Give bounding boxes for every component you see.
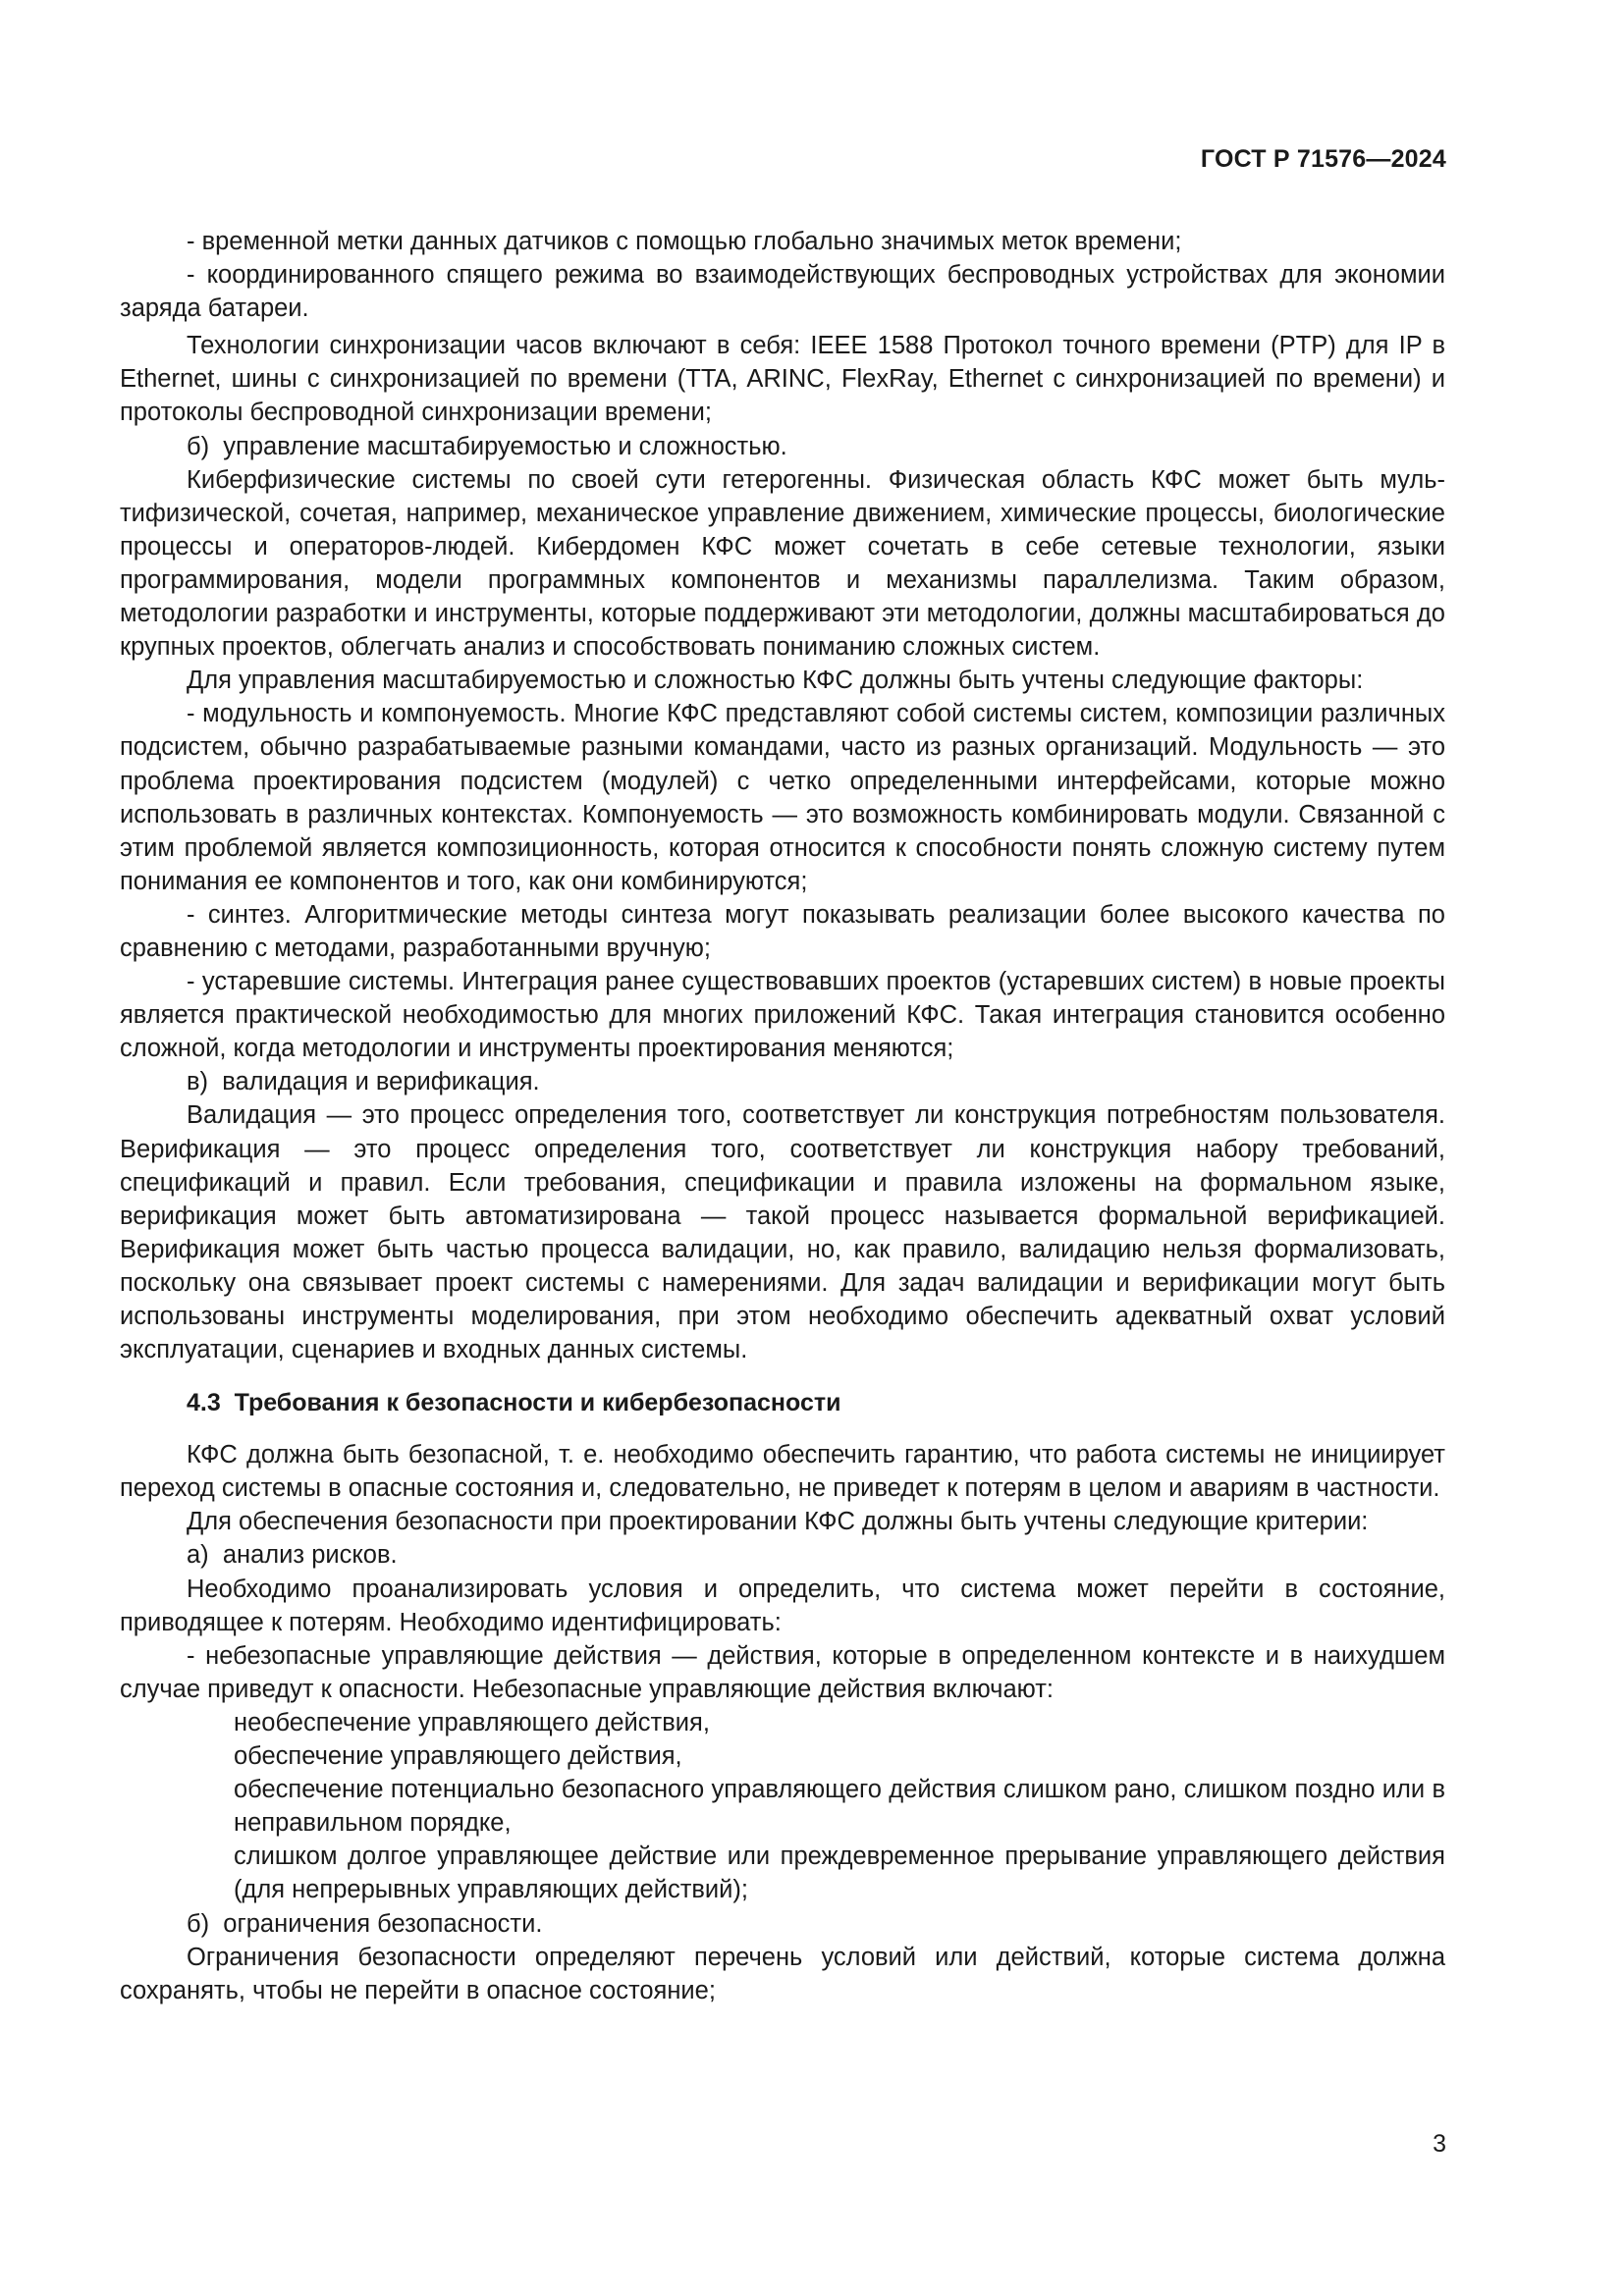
list-item: б) управление масштабируемостью и сложностью. (187, 432, 787, 460)
paragraph: - устаревшие системы. Интеграция ранее существовавших проектов (устаревших систем) в новые проекты является практической необходимостью для многих приложений КФС. Такая интеграция становится особенно сложной, когда методологии и инструменты проектирования меняются; (120, 968, 1445, 1063)
paragraph: КФС должна быть безопасной, т. е. необходимо обеспечить гарантию, что работа системы не инициирует переход системы в опасные состояния и, следовательно, не приведет к потерям в целом и авариям в частности. (120, 1441, 1445, 1503)
page-number: 3 (1433, 2130, 1446, 2158)
list-item: а) анализ рисков. (187, 1541, 398, 1570)
paragraph: Для управления масштабируемостью и сложностью КФС должны быть учтены следующие факторы: (187, 667, 1364, 695)
paragraph: - временной метки данных датчиков с помощью глобально значимых меток времени; (187, 228, 1182, 255)
paragraph: Для обеспечения безопасности при проектировании КФС должны быть учтены следующие критерии: (187, 1508, 1369, 1536)
paragraph: Ограничения безопасности определяют перечень условий или действий, которые система должна сохранять, чтобы не перейти в опасное состояние; (120, 1943, 1445, 2004)
sub-list-item: слишком долгое управляющее действие или преждевременное прерывание управляющего действия (для непрерывных управляющих действий); (234, 1842, 1445, 1904)
paragraph: Киберфизические системы по своей сути гетерогенны. Физическая область КФС может быть мультифизической, сочетая, например, механическое управление движением, химические процессы, биологические процессы и операторов-людей. Кибердомен КФС может сочетать в себе сетевые технологии, языки программирования, модели программных компонентов и механизмы параллелизма. Таким образом, методологии разработки и инструменты, которые поддерживают эти методологии, должны масштабироваться до крупных проектов, облегчать анализ и способствовать пониманию сложных систем. (120, 465, 1445, 662)
paragraph: - синтез. Алгоритмические методы синтеза могут показывать реализации более высокого качества по сравнению с методами, разработанными вручную; (120, 900, 1445, 962)
page-body (120, 225, 1445, 2007)
paragraph: - модульность и компонуемость. Многие КФС представляют собой системы систем, композиции различных подсистем, обычно разрабатываемые разными командами, часто из разных организаций. Модульность — это проблема проектирования подсистем (модулей) с четко определенными интерфейсами, которые можно использовать в различных контекстах. Компонуемость — это возможность комбинировать модули. Связанной с этим проблемой является композиционность, которая относится к способности понять сложную систему путем понимания ее компонентов и того, как они комбинируются; (120, 700, 1445, 895)
paragraph: - координированного спящего режима во взаимодействующих беспроводных устройствах для экономии заряда батареи. (120, 261, 1445, 323)
paragraph: Необходимо проанализировать условия и определить, что система может перейти в состояние, приводящее к потерям. Необходимо идентифицировать: (120, 1575, 1445, 1636)
list-item: б) ограничения безопасности. (187, 1909, 543, 1938)
section-heading: 4.3 Требования к безопасности и кибербезопасности (187, 1389, 841, 1417)
sub-list-item: необеспечение управляющего действия, (234, 1708, 710, 1736)
list-item: в) валидация и верификация. (187, 1068, 540, 1096)
document-id-header: ГОСТ Р 71576—2024 (1200, 145, 1446, 173)
sub-list-item: обеспечение управляющего действия, (234, 1742, 682, 1771)
sub-list-item: обеспечение потенциально безопасного управляющего действия слишком рано, слишком поздно или в неправильном порядке, (234, 1776, 1445, 1838)
paragraph: - небезопасные управляющие действия — действия, которые в определенном контексте и в наихудшем случае приведут к опасности. Небезопасные управляющие действия включают: (120, 1641, 1445, 1703)
paragraph: Технологии синхронизации часов включают в себя: IEEE 1588 Протокол точного времени (PTP) для IP в Ethernet, шины с синхронизацией по времени (TTA, ARINC, FlexRay, Ethernet с синхронизацией по времени) и протоколы беспроводной синхронизации времени; (120, 332, 1445, 427)
paragraph: Валидация — это процесс определения того, соответствует ли конструкция потребностям пользователя. Верификация — это процесс определения того, соответствует ли конструкция набору требований, спецификаций и правил. Если требования, спецификации и правила изложены на формальном языке, верификация может быть автоматизирована — такой процесс называется формальной верификацией. Верификация может быть частью процесса валидации, но, как правило, валидацию нельзя формализовать, поскольку она связывает проект системы с намерениями. Для задач валидации и верификации могут быть использованы инструменты моделирования, при этом необходимо обеспечить адекватный охват условий эксплуатации, сценариев и входных данных системы. (120, 1101, 1445, 1364)
